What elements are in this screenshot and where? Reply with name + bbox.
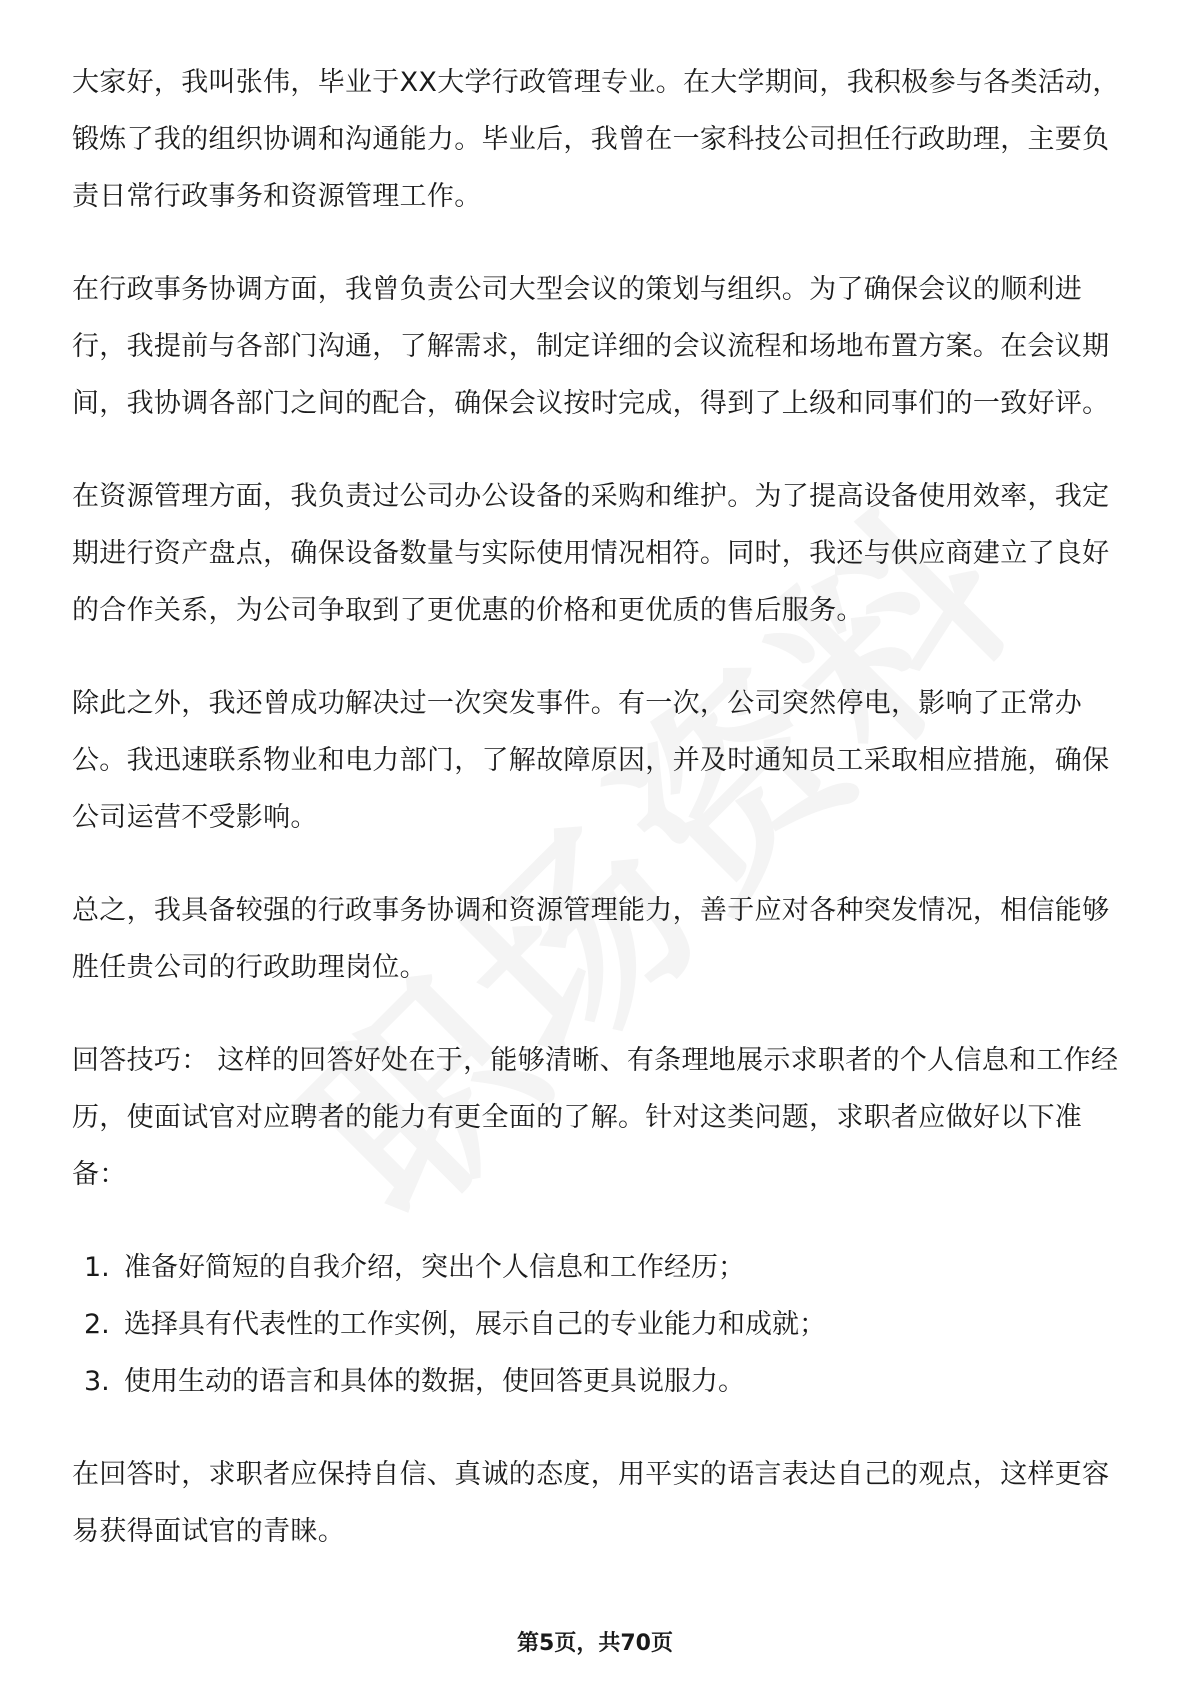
paragraph-coordination: 在行政事务协调方面，我曾负责公司大型会议的策划与组织。为了确保会议的顺利进行，我提前与各部门沟通，了解需求，制定详细的会议流程和场地布置方案。在会议期间，我协调各部门之间的配合，确保会议按时完成，得到了上级和同事们的一致好评。	[72, 274, 1110, 419]
list-item	[72, 1239, 1122, 1296]
list-item-text: 使用生动的语言和具体的数据，使回答更具说服力。	[124, 1366, 745, 1397]
document-body	[72, 54, 1122, 1596]
list-number: 3.	[84, 1366, 110, 1397]
list-item	[72, 1353, 1122, 1410]
paragraph-intro: 大家好，我叫张伟，毕业于XX大学行政管理专业。在大学期间，我积极参与各类活动，锻炼了我的组织协调和沟通能力。毕业后，我曾在一家科技公司担任行政助理，主要负责日常行政事务和资源管理工作。	[72, 67, 1120, 212]
list-number: 2.	[84, 1309, 110, 1340]
paragraph-emergency: 除此之外，我还曾成功解决过一次突发事件。有一次，公司突然停电，影响了正常办公。我迅速联系物业和电力部门，了解故障原因，并及时通知员工采取相应措施，确保公司运营不受影响。	[72, 688, 1110, 833]
list-number: 1.	[84, 1252, 110, 1283]
list-item	[72, 1296, 1122, 1353]
paragraph-summary: 总之，我具备较强的行政事务协调和资源管理能力，善于应对各种突发情况，相信能够胜任贵公司的行政助理岗位。	[72, 895, 1110, 983]
paragraph-resource-management: 在资源管理方面，我负责过公司办公设备的采购和维护。为了提高设备使用效率，我定期进行资产盘点，确保设备数量与实际使用情况相符。同时，我还与供应商建立了良好的合作关系，为公司争取到了更优惠的价格和更优质的售后服务。	[72, 481, 1110, 626]
paragraph-closing: 在回答时，求职者应保持自信、真诚的态度，用平实的语言表达自己的观点，这样更容易获得面试官的青睐。	[72, 1459, 1110, 1547]
paragraph-answer-tips: 回答技巧： 这样的回答好处在于，能够清晰、有条理地展示求职者的个人信息和工作经历，使面试官对应聘者的能力有更全面的了解。针对这类问题，求职者应做好以下准备：	[72, 1045, 1119, 1190]
page-footer: 第5页，共70页	[517, 1631, 673, 1656]
preparation-list	[72, 1239, 1122, 1410]
list-item-text: 准备好简短的自我介绍，突出个人信息和工作经历；	[124, 1252, 745, 1283]
list-item-text: 选择具有代表性的工作实例，展示自己的专业能力和成就；	[124, 1309, 826, 1340]
